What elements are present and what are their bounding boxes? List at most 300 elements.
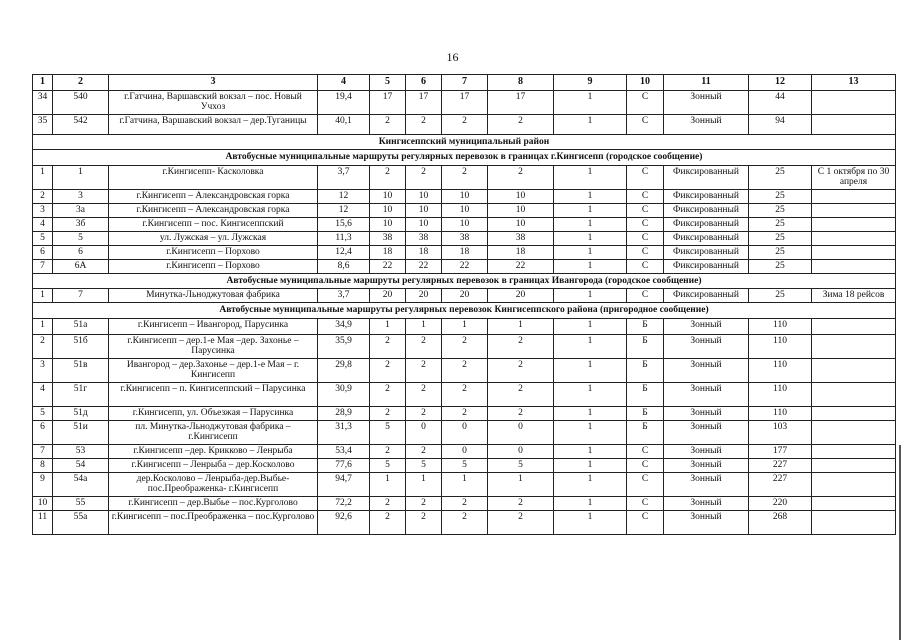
table-cell: 2 <box>488 496 554 510</box>
table-cell <box>812 203 896 217</box>
table-cell: 5 <box>33 231 53 245</box>
table-cell: С <box>627 259 664 273</box>
column-header: 2 <box>53 75 109 91</box>
table-cell: 1 <box>370 472 406 496</box>
table-cell: 5 <box>370 420 406 444</box>
table-cell: 1 <box>488 472 554 496</box>
table-cell: 20 <box>488 289 554 303</box>
table-cell: 5 <box>33 406 53 420</box>
column-header: 4 <box>318 75 370 91</box>
table-cell: 53 <box>53 444 109 458</box>
table-cell: г.Кингисепп- Касколовка <box>109 165 318 189</box>
table-cell: 2 <box>488 382 554 406</box>
table-cell: 2 <box>488 114 554 134</box>
table-cell: 5 <box>488 458 554 472</box>
table-cell: 6 <box>53 245 109 259</box>
table-cell: 30,9 <box>318 382 370 406</box>
table-cell: 92,6 <box>318 510 370 534</box>
table-row <box>33 358 896 382</box>
table-cell: 12,4 <box>318 245 370 259</box>
table-cell: г.Кингисепп – пос.Преображенка – пос.Курголово <box>109 510 318 534</box>
table-cell: 1 <box>554 90 627 114</box>
table-cell: 1 <box>33 318 53 334</box>
table-cell: 6 <box>33 245 53 259</box>
table-cell: 10 <box>488 217 554 231</box>
table-cell: 2 <box>370 444 406 458</box>
scan-edge-mark <box>899 445 901 640</box>
table-cell: 2 <box>370 382 406 406</box>
table-cell: 51б <box>53 334 109 358</box>
table-cell: 77,6 <box>318 458 370 472</box>
table-cell: г.Гатчина, Варшавский вокзал – пос. Новый Учхоз <box>109 90 318 114</box>
table-cell: 25 <box>749 189 812 203</box>
table-cell: Зонный <box>664 90 749 114</box>
table-cell: 1 <box>554 472 627 496</box>
table-cell: 10 <box>488 189 554 203</box>
table-cell: 8,6 <box>318 259 370 273</box>
table-cell: г.Гатчина, Варшавский вокзал – дер.Туганицы <box>109 114 318 134</box>
table-cell: 18 <box>488 245 554 259</box>
table-cell: 1 <box>554 259 627 273</box>
table-cell: 1 <box>554 289 627 303</box>
table-cell: 12 <box>318 189 370 203</box>
table-cell: 12 <box>318 203 370 217</box>
table-cell: 94,7 <box>318 472 370 496</box>
column-header: 9 <box>554 75 627 91</box>
table-cell: 1 <box>554 358 627 382</box>
table-row <box>33 318 896 334</box>
table-cell: 2 <box>406 406 442 420</box>
table-cell: Б <box>627 406 664 420</box>
table-cell: 6А <box>53 259 109 273</box>
table-cell: 1 <box>33 165 53 189</box>
table-cell: 25 <box>749 259 812 273</box>
table-row <box>33 406 896 420</box>
table-cell: 25 <box>749 245 812 259</box>
section-title: Автобусные муниципальные маршруты регулярных перевозок Кингисеппского района (пригородное сообщение) <box>33 303 896 319</box>
table-cell: 10 <box>406 217 442 231</box>
table-cell: Зонный <box>664 510 749 534</box>
table-cell: С <box>627 189 664 203</box>
table-cell: 110 <box>749 358 812 382</box>
table-row <box>33 472 896 496</box>
table-cell: г.Кингисепп – Александровская горка <box>109 189 318 203</box>
table-cell: 542 <box>53 114 109 134</box>
table-cell: 10 <box>442 217 488 231</box>
table-cell: 220 <box>749 496 812 510</box>
table-cell: 38 <box>442 231 488 245</box>
table-cell: 17 <box>442 90 488 114</box>
column-header: 10 <box>627 75 664 91</box>
table-cell: Фиксированный <box>664 189 749 203</box>
table-cell: 6 <box>33 420 53 444</box>
table-cell: 2 <box>370 358 406 382</box>
table-cell: 19,4 <box>318 90 370 114</box>
table-cell: 1 <box>554 165 627 189</box>
table-cell: 10 <box>488 203 554 217</box>
table-cell: 2 <box>370 165 406 189</box>
table-cell: 2 <box>33 334 53 358</box>
table-row <box>33 510 896 534</box>
table-cell: 2 <box>488 358 554 382</box>
section-row <box>33 273 896 289</box>
table-cell: 268 <box>749 510 812 534</box>
table-cell: 31,3 <box>318 420 370 444</box>
routes-body <box>33 90 896 534</box>
table-row <box>33 420 896 444</box>
table-cell: 54 <box>53 458 109 472</box>
table-cell: 1 <box>53 165 109 189</box>
table-cell <box>812 420 896 444</box>
table-cell: С <box>627 217 664 231</box>
table-cell <box>812 334 896 358</box>
table-cell <box>812 217 896 231</box>
table-cell: 227 <box>749 472 812 496</box>
table-cell: 2 <box>370 334 406 358</box>
table-cell: 20 <box>442 289 488 303</box>
table-cell: Фиксированный <box>664 231 749 245</box>
table-cell: 51и <box>53 420 109 444</box>
table-row <box>33 382 896 406</box>
table-cell: 55а <box>53 510 109 534</box>
table-cell: 1 <box>406 472 442 496</box>
table-cell: 1 <box>554 203 627 217</box>
table-cell: 110 <box>749 334 812 358</box>
table-cell: 1 <box>33 289 53 303</box>
table-cell: Зонный <box>664 318 749 334</box>
table-cell: С <box>627 231 664 245</box>
table-cell: 51г <box>53 382 109 406</box>
table-cell: 0 <box>488 444 554 458</box>
table-row <box>33 334 896 358</box>
table-cell: Зонный <box>664 472 749 496</box>
table-cell: 2 <box>406 496 442 510</box>
table-row <box>33 496 896 510</box>
table-cell: Зонный <box>664 114 749 134</box>
table-cell: 18 <box>442 245 488 259</box>
table-cell: С <box>627 90 664 114</box>
table-cell: Зонный <box>664 458 749 472</box>
table-cell: 2 <box>406 334 442 358</box>
table-row <box>33 189 896 203</box>
table-cell: 5 <box>53 231 109 245</box>
section-title: Автобусные муниципальные маршруты регулярных перевозок в границах г.Кингисепп (городское сообщение) <box>33 150 896 166</box>
table-cell: 1 <box>554 231 627 245</box>
table-cell: 34,9 <box>318 318 370 334</box>
table-cell: Фиксированный <box>664 259 749 273</box>
table-cell: Зима 18 рейсов <box>812 289 896 303</box>
table-cell: 3 <box>33 203 53 217</box>
table-cell: 20 <box>370 289 406 303</box>
table-cell: Минутка-Льноджутовая фабрика <box>109 289 318 303</box>
page-number: 16 <box>446 50 459 64</box>
table-cell: 2 <box>488 406 554 420</box>
table-row <box>33 444 896 458</box>
table-cell: 10 <box>406 203 442 217</box>
table-cell: 54а <box>53 472 109 496</box>
table-cell: 0 <box>488 420 554 444</box>
table-cell: г.Кингисепп –дер. Крикково – Ленрыба <box>109 444 318 458</box>
table-cell <box>812 245 896 259</box>
table-cell: 34 <box>33 90 53 114</box>
table-cell: 7 <box>53 289 109 303</box>
table-cell: 35 <box>33 114 53 134</box>
table-cell: 1 <box>370 318 406 334</box>
table-cell: 2 <box>406 382 442 406</box>
table-cell: 4 <box>33 217 53 231</box>
table-cell: 18 <box>406 245 442 259</box>
table-cell: 2 <box>442 382 488 406</box>
table-row <box>33 245 896 259</box>
column-header: 1 <box>33 75 53 91</box>
table-cell: С <box>627 165 664 189</box>
table-cell <box>812 259 896 273</box>
table-cell: 2 <box>488 165 554 189</box>
table-cell <box>812 231 896 245</box>
table-cell <box>812 472 896 496</box>
section-title: Автобусные муниципальные маршруты регулярных перевозок в границах Ивангорода (городское сообщение) <box>33 273 896 289</box>
table-cell: 2 <box>370 406 406 420</box>
table-cell: 2 <box>406 510 442 534</box>
table-cell: 51в <box>53 358 109 382</box>
table-cell: 1 <box>554 318 627 334</box>
table-cell: г.Кингисепп – Ленрыба – дер.Косколово <box>109 458 318 472</box>
table-cell: г.Кингисепп – Александровская горка <box>109 203 318 217</box>
table-row <box>33 289 896 303</box>
table-cell: 40,1 <box>318 114 370 134</box>
column-header: 7 <box>442 75 488 91</box>
table-cell: 7 <box>33 444 53 458</box>
table-cell: 2 <box>488 510 554 534</box>
section-row <box>33 134 896 150</box>
table-cell: 1 <box>554 245 627 259</box>
table-cell: 29,8 <box>318 358 370 382</box>
table-row <box>33 231 896 245</box>
table-cell: 10 <box>370 203 406 217</box>
table-cell: пл. Минутка-Льноджутовая фабрика – г.Кингисепп <box>109 420 318 444</box>
table-cell: 35,9 <box>318 334 370 358</box>
table-cell: 25 <box>749 165 812 189</box>
table-cell: 25 <box>749 231 812 245</box>
table-cell: 110 <box>749 406 812 420</box>
table-cell: 10 <box>406 189 442 203</box>
table-cell: 2 <box>370 510 406 534</box>
table-cell: 51д <box>53 406 109 420</box>
column-header: 11 <box>664 75 749 91</box>
table-cell: 51а <box>53 318 109 334</box>
table-cell: 2 <box>442 334 488 358</box>
table-row <box>33 458 896 472</box>
table-cell: 1 <box>554 189 627 203</box>
section-row <box>33 303 896 319</box>
table-cell: 0 <box>442 444 488 458</box>
table-row <box>33 217 896 231</box>
table-cell: 17 <box>488 90 554 114</box>
table-cell <box>812 114 896 134</box>
table-cell: Б <box>627 382 664 406</box>
table-cell: 28,9 <box>318 406 370 420</box>
table-cell: С <box>627 444 664 458</box>
table-cell: 22 <box>442 259 488 273</box>
table-cell: г.Кингисепп, ул. Объезжая – Парусинка <box>109 406 318 420</box>
table-cell: 1 <box>554 510 627 534</box>
table-cell: 3б <box>53 217 109 231</box>
table-cell: 2 <box>442 358 488 382</box>
table-cell: 4 <box>33 382 53 406</box>
table-cell: 22 <box>488 259 554 273</box>
table-cell <box>812 406 896 420</box>
table-cell: С <box>627 203 664 217</box>
table-cell: 25 <box>749 203 812 217</box>
table-cell: 3,7 <box>318 289 370 303</box>
table-cell: 0 <box>442 420 488 444</box>
routes-table <box>32 74 896 535</box>
table-cell: 9 <box>33 472 53 496</box>
table-cell: С <box>627 510 664 534</box>
table-cell <box>812 496 896 510</box>
table-cell: 22 <box>406 259 442 273</box>
table-cell: 110 <box>749 318 812 334</box>
table-cell: 2 <box>406 358 442 382</box>
table-cell: 2 <box>442 496 488 510</box>
table-cell: 3а <box>53 203 109 217</box>
table-cell: 10 <box>442 203 488 217</box>
table-cell: 38 <box>406 231 442 245</box>
table-cell: 72,2 <box>318 496 370 510</box>
table-cell: 1 <box>554 217 627 231</box>
table-cell <box>812 189 896 203</box>
table-cell: 3 <box>53 189 109 203</box>
table-cell: 2 <box>442 406 488 420</box>
table-cell: 1 <box>554 114 627 134</box>
table-cell: Ивангород – дер.Захонье – дер.1-е Мая – г. Кингисепп <box>109 358 318 382</box>
table-cell: 11,3 <box>318 231 370 245</box>
table-cell: 15,6 <box>318 217 370 231</box>
table-cell: 2 <box>370 496 406 510</box>
table-row <box>33 114 896 134</box>
table-cell: Зонный <box>664 444 749 458</box>
table-cell: 2 <box>33 189 53 203</box>
table-cell: г.Кингисепп – пос. Кингисеппский <box>109 217 318 231</box>
table-cell: 1 <box>488 318 554 334</box>
table-cell: 1 <box>442 472 488 496</box>
table-cell: 7 <box>33 259 53 273</box>
table-cell: 1 <box>554 444 627 458</box>
table-cell: Зонный <box>664 406 749 420</box>
table-cell: 1 <box>554 334 627 358</box>
table-cell: 0 <box>406 420 442 444</box>
table-cell: г.Кингисепп – Порхово <box>109 259 318 273</box>
table-cell: 10 <box>33 496 53 510</box>
table-cell: г.Кингисепп – дер.1-е Мая –дер. Захонье – Парусинка <box>109 334 318 358</box>
column-header: 5 <box>370 75 406 91</box>
table-cell: г.Кингисепп – дер.Выбье – пос.Курголово <box>109 496 318 510</box>
table-cell: Зонный <box>664 382 749 406</box>
table-cell: 5 <box>370 458 406 472</box>
table-cell: С <box>627 472 664 496</box>
table-cell: Зонный <box>664 420 749 444</box>
table-cell: 1 <box>442 318 488 334</box>
table-cell: 53,4 <box>318 444 370 458</box>
table-cell: 1 <box>554 458 627 472</box>
table-cell <box>812 458 896 472</box>
section-title: Кингисеппский муниципальный район <box>33 134 896 150</box>
table-cell: г.Кингисепп – Порхово <box>109 245 318 259</box>
table-cell: 2 <box>370 114 406 134</box>
table-cell: 1 <box>554 406 627 420</box>
table-cell: Зонный <box>664 496 749 510</box>
table-cell: 2 <box>488 334 554 358</box>
table-cell: 540 <box>53 90 109 114</box>
table-row <box>33 259 896 273</box>
table-cell: Б <box>627 318 664 334</box>
table-cell: 17 <box>406 90 442 114</box>
table-cell: 2 <box>442 510 488 534</box>
table-cell: Фиксированный <box>664 165 749 189</box>
table-cell: 5 <box>406 458 442 472</box>
table-cell <box>812 510 896 534</box>
table-cell: 103 <box>749 420 812 444</box>
header-row <box>33 75 896 91</box>
table-row <box>33 203 896 217</box>
table-cell: 110 <box>749 382 812 406</box>
table-cell: Б <box>627 358 664 382</box>
table-cell: С <box>627 114 664 134</box>
table-cell: 94 <box>749 114 812 134</box>
table-cell <box>812 318 896 334</box>
table-cell: 177 <box>749 444 812 458</box>
table-cell: 17 <box>370 90 406 114</box>
section-row <box>33 150 896 166</box>
table-cell: 3,7 <box>318 165 370 189</box>
table-cell: 38 <box>370 231 406 245</box>
table-cell: 1 <box>554 496 627 510</box>
table-cell: 18 <box>370 245 406 259</box>
table-cell <box>812 382 896 406</box>
column-header: 13 <box>812 75 896 91</box>
table-cell: 2 <box>406 444 442 458</box>
table-cell: 55 <box>53 496 109 510</box>
table-cell: 2 <box>406 114 442 134</box>
table-cell: С <box>627 245 664 259</box>
table-cell: 20 <box>406 289 442 303</box>
table-cell: Фиксированный <box>664 289 749 303</box>
table-cell: Фиксированный <box>664 245 749 259</box>
column-header: 3 <box>109 75 318 91</box>
table-cell: 10 <box>442 189 488 203</box>
table-cell: 3 <box>33 358 53 382</box>
table-cell: 11 <box>33 510 53 534</box>
table-cell: 227 <box>749 458 812 472</box>
table-cell: дер.Косколово – Ленрыба-дер.Выбье-пос.Преображенка- г.Кингисепп <box>109 472 318 496</box>
table-row <box>33 165 896 189</box>
table-cell: 10 <box>370 217 406 231</box>
table-cell: 10 <box>370 189 406 203</box>
table-cell: С <box>627 496 664 510</box>
table-cell: 25 <box>749 217 812 231</box>
table-cell: Б <box>627 334 664 358</box>
table-cell: 38 <box>488 231 554 245</box>
table-cell: Б <box>627 420 664 444</box>
column-header: 12 <box>749 75 812 91</box>
table-cell: Фиксированный <box>664 203 749 217</box>
column-header: 6 <box>406 75 442 91</box>
table-cell: г.Кингисепп – п. Кингисеппский – Парусинка <box>109 382 318 406</box>
table-cell: 2 <box>442 165 488 189</box>
table-cell: Зонный <box>664 334 749 358</box>
table-cell: 44 <box>749 90 812 114</box>
table-cell <box>812 444 896 458</box>
